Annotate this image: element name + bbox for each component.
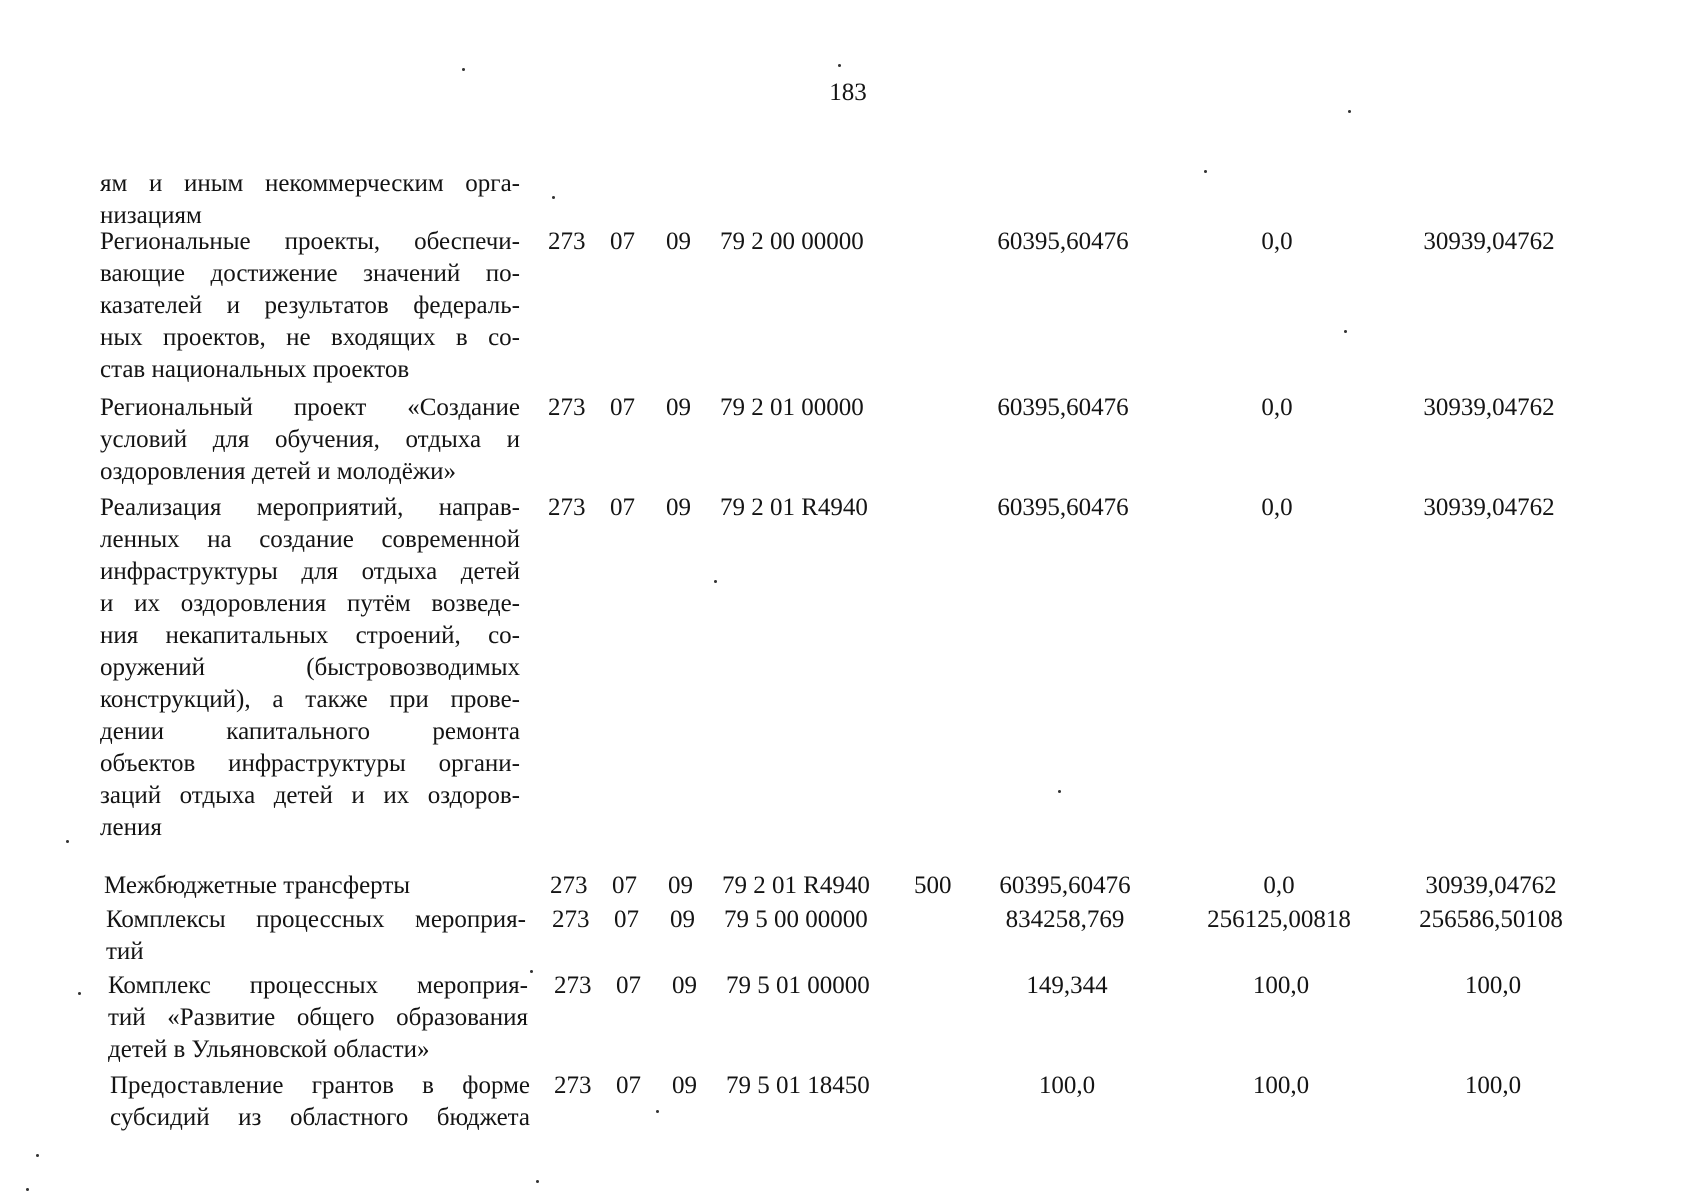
- cell-grbs: 273: [552, 906, 590, 933]
- cell-amount-3: 30939,04762: [1423, 394, 1555, 421]
- scan-speck: [1204, 170, 1207, 173]
- row-name-line: Предоставление грантов в форме: [110, 1072, 530, 1099]
- row-name-line: Комплекс процессных мероприя-: [108, 972, 528, 999]
- scan-speck: [1348, 110, 1351, 113]
- cell-subsection: 09: [668, 872, 693, 899]
- row-name: [108, 970, 528, 1066]
- cell-target-article: 79 2 01 R4940: [722, 872, 870, 899]
- row-name: [100, 168, 520, 232]
- row-name: [100, 392, 520, 488]
- cell-amount-1: 60395,60476: [997, 494, 1129, 521]
- cell-section: 07: [610, 228, 635, 255]
- cell-target-article: 79 2 01 00000: [720, 394, 864, 421]
- row-name-line: объектов инфраструктуры органи-: [100, 750, 520, 777]
- row-name-line: детей в Ульяновской области»: [108, 1036, 430, 1063]
- row-name-line: условий для обучения, отдыха и: [100, 426, 520, 453]
- cell-subsection: 09: [666, 228, 691, 255]
- cell-amount-1: 100,0: [1038, 1072, 1096, 1099]
- cell-subsection: 09: [666, 394, 691, 421]
- cell-amount-3: 100,0: [1464, 1072, 1522, 1099]
- row-name-line: ления: [100, 814, 162, 841]
- cell-amount-1: 60395,60476: [997, 228, 1129, 255]
- row-name-line: и их оздоровления путём возведе-: [100, 590, 520, 617]
- cell-target-article: 79 5 01 18450: [726, 1072, 870, 1099]
- scan-speck: [536, 1180, 539, 1183]
- row-name: [104, 870, 524, 902]
- cell-subsection: 09: [666, 494, 691, 521]
- row-name-line: Региональные проекты, обеспечи-: [100, 228, 520, 255]
- row-name-line: вающие достижение значений по-: [100, 260, 520, 287]
- cell-subsection: 09: [672, 972, 697, 999]
- cell-amount-3: 256586,50108: [1419, 906, 1563, 933]
- cell-target-article: 79 2 00 00000: [720, 228, 864, 255]
- cell-amount-2: 0,0: [1261, 228, 1293, 255]
- cell-target-article: 79 5 00 00000: [724, 906, 868, 933]
- cell-amount-1: 834258,769: [1005, 906, 1125, 933]
- scan-speck: [78, 992, 81, 995]
- cell-amount-2: 0,0: [1261, 394, 1293, 421]
- row-name-line: оздоровления детей и молодёжи»: [100, 458, 457, 485]
- cell-grbs: 273: [548, 494, 586, 521]
- row-name-line: тий: [106, 938, 144, 965]
- cell-amount-1: 60395,60476: [997, 394, 1129, 421]
- row-name-line: ных проектов, не входящих в со-: [100, 324, 520, 351]
- row-name-line: Региональный проект «Создание: [100, 394, 520, 421]
- row-name-line: конструкций), а также при прове-: [100, 686, 520, 713]
- cell-grbs: 273: [550, 872, 588, 899]
- row-name-line: тий «Развитие общего образования: [108, 1004, 528, 1031]
- scan-speck: [66, 840, 69, 843]
- cell-target-article: 79 5 01 00000: [726, 972, 870, 999]
- cell-amount-1: 60395,60476: [999, 872, 1131, 899]
- scan-speck: [26, 1188, 29, 1191]
- cell-grbs: 273: [554, 972, 592, 999]
- scan-speck: [36, 1154, 39, 1157]
- cell-amount-3: 30939,04762: [1423, 228, 1555, 255]
- cell-subsection: 09: [672, 1072, 697, 1099]
- row-name-line: ям и иным некоммерческим орга-: [100, 170, 520, 197]
- cell-section: 07: [616, 1072, 641, 1099]
- row-name-line: инфраструктуры для отдыха детей: [100, 558, 520, 585]
- row-name-line: Межбюджетные трансферты: [104, 872, 411, 899]
- scan-speck: [838, 64, 841, 67]
- row-name-line: оружений (быстровозводимых: [100, 654, 520, 681]
- cell-grbs: 273: [554, 1072, 592, 1099]
- cell-expense-type: 500: [914, 872, 952, 899]
- cell-amount-2: 0,0: [1263, 872, 1295, 899]
- row-name: [100, 492, 520, 844]
- row-name-line: ленных на создание современной: [100, 526, 520, 553]
- row-name-line: ния некапитальных строений, со-: [100, 622, 520, 649]
- cell-amount-2: 100,0: [1252, 1072, 1310, 1099]
- row-name: [106, 904, 526, 968]
- cell-subsection: 09: [670, 906, 695, 933]
- scan-speck: [1344, 330, 1347, 333]
- scan-speck: [462, 68, 465, 71]
- scan-speck: [530, 970, 533, 973]
- cell-amount-2: 256125,00818: [1207, 906, 1351, 933]
- cell-amount-3: 30939,04762: [1425, 872, 1557, 899]
- cell-amount-2: 0,0: [1261, 494, 1293, 521]
- cell-amount-3: 100,0: [1464, 972, 1522, 999]
- row-name-line: Реализация мероприятий, направ-: [100, 494, 520, 521]
- cell-target-article: 79 2 01 R4940: [720, 494, 868, 521]
- scan-speck: [1058, 790, 1061, 793]
- scan-speck: [552, 196, 555, 199]
- row-name-line: низациям: [100, 202, 202, 229]
- cell-amount-3: 30939,04762: [1423, 494, 1555, 521]
- row-name-line: дении капитального ремонта: [100, 718, 520, 745]
- cell-amount-2: 100,0: [1252, 972, 1310, 999]
- row-name-line: казателей и результатов федераль-: [100, 292, 520, 319]
- cell-section: 07: [612, 872, 637, 899]
- row-name-line: став национальных проектов: [100, 356, 410, 383]
- page-number: 183: [829, 79, 867, 106]
- row-name-line: Комплексы процессных мероприя-: [106, 906, 526, 933]
- cell-section: 07: [610, 394, 635, 421]
- cell-grbs: 273: [548, 228, 586, 255]
- cell-section: 07: [614, 906, 639, 933]
- scan-speck: [714, 580, 717, 583]
- cell-section: 07: [610, 494, 635, 521]
- row-name-line: субсидий из областного бюджета: [110, 1104, 530, 1131]
- scan-speck: [656, 1110, 659, 1113]
- row-name: [100, 226, 520, 386]
- cell-section: 07: [616, 972, 641, 999]
- cell-amount-1: 149,344: [1026, 972, 1108, 999]
- cell-grbs: 273: [548, 394, 586, 421]
- row-name: [110, 1070, 530, 1134]
- row-name-line: заций отдыха детей и их оздоров-: [100, 782, 520, 809]
